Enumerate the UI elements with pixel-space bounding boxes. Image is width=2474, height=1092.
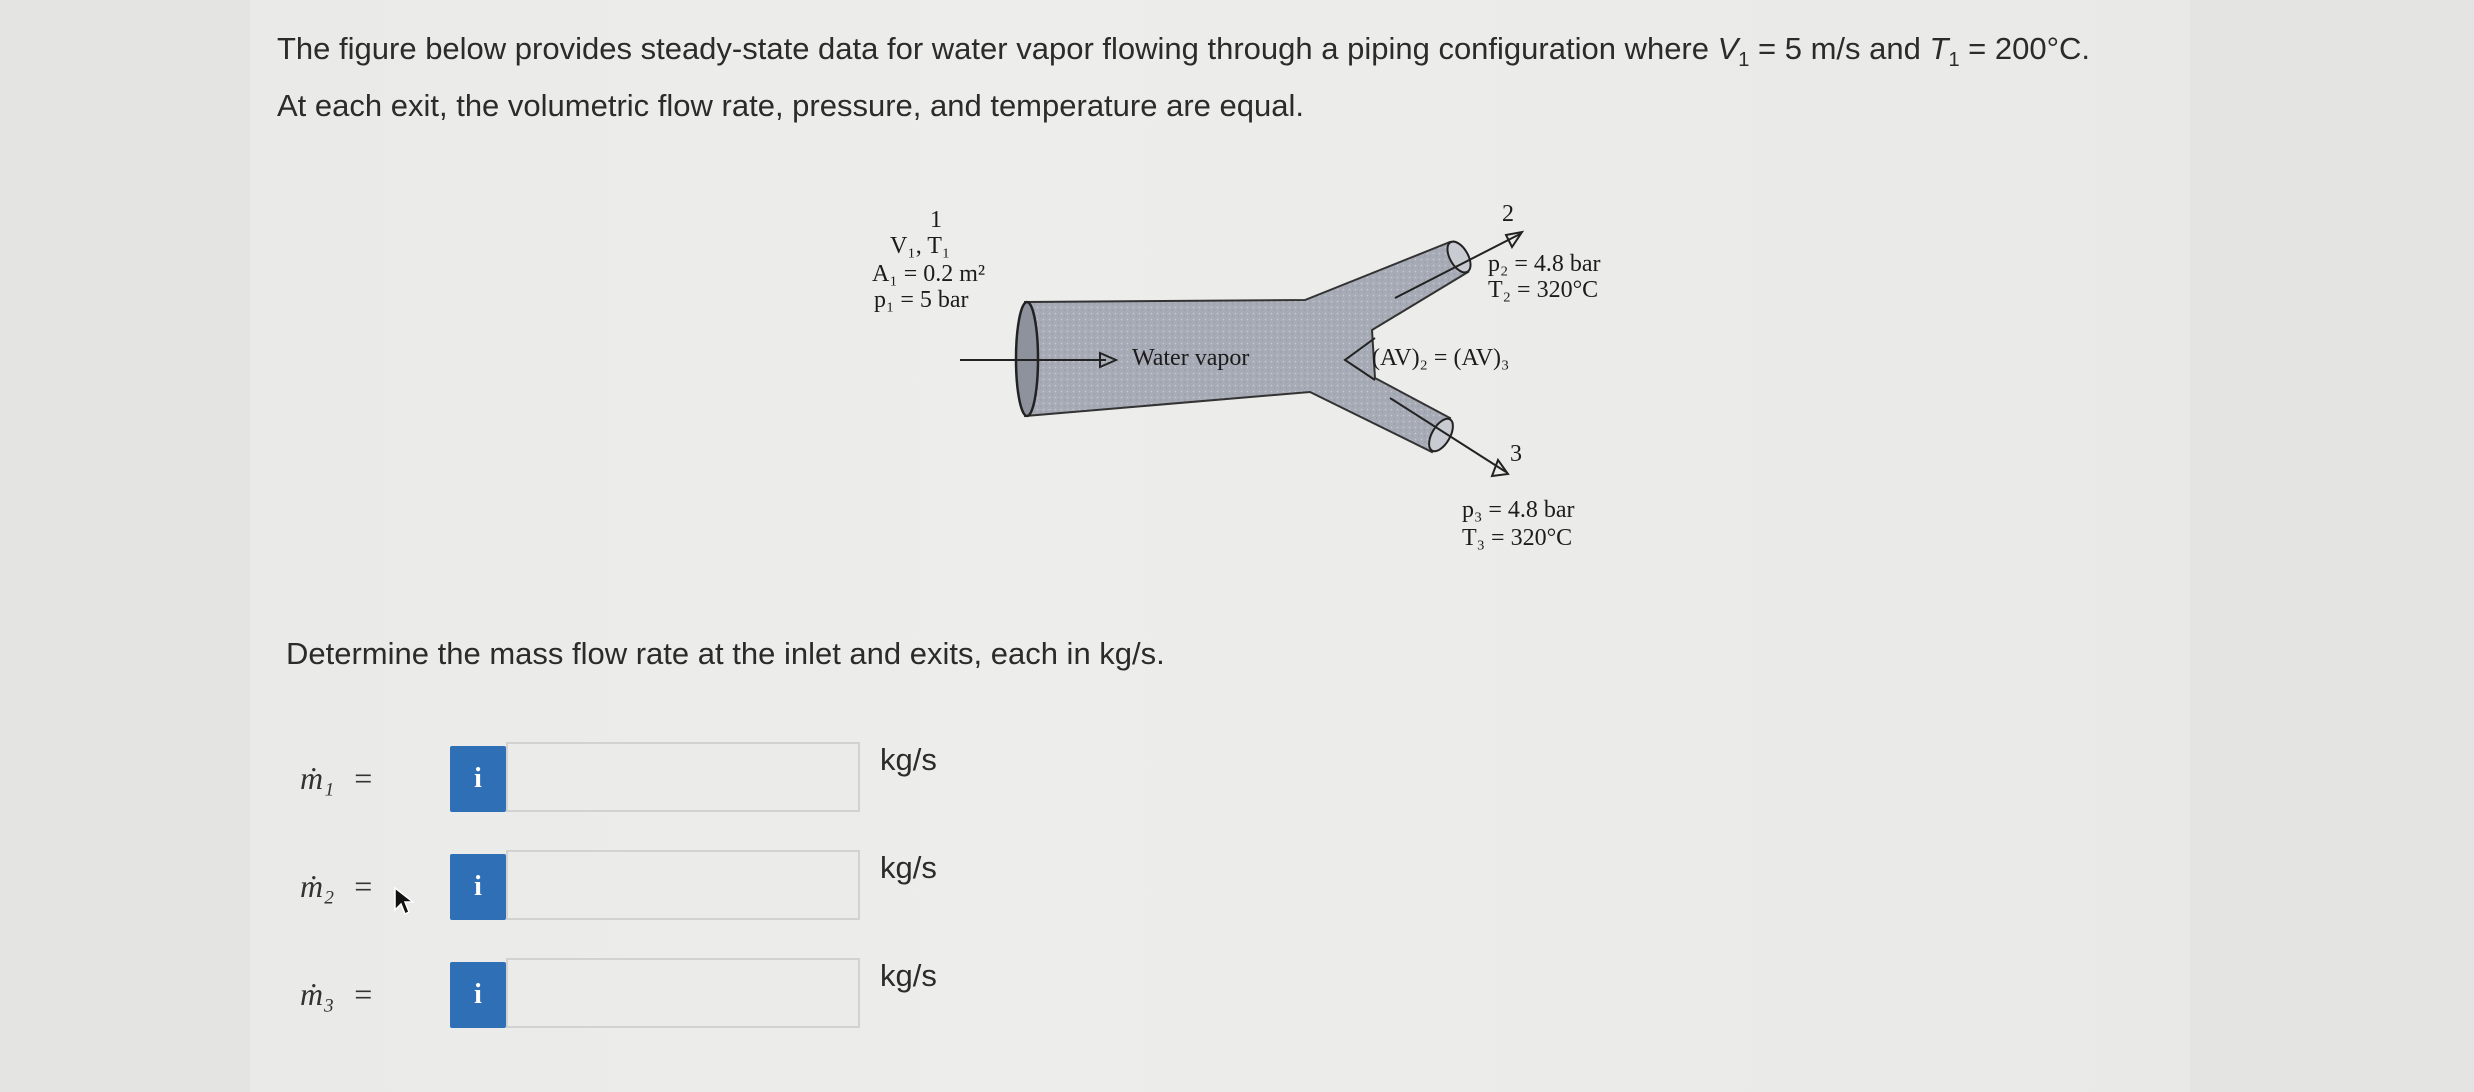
- v1-subscript: 1: [1738, 49, 1750, 72]
- v1-symbol: V: [1717, 31, 1739, 66]
- water-vapor-label: Water vapor: [1132, 345, 1250, 371]
- exit2-pressure-label: p₂ = 4.8 bar: [1488, 251, 1601, 277]
- m2-equals: =: [354, 868, 373, 904]
- exit2-number-label: 2: [1502, 201, 1514, 227]
- m1-answer-input[interactable]: [506, 742, 860, 812]
- problem-text-start: The figure below provides steady-state data for water vapor flowing through a piping configuration where: [277, 31, 1718, 66]
- piping-figure: [820, 180, 1640, 580]
- m1-symbol: ṁ₁: [300, 760, 335, 796]
- inlet-number-label: 1: [930, 207, 942, 233]
- exit3-pressure-label: p₃ = 4.8 bar: [1462, 497, 1575, 523]
- t1-value: = 200°C.: [1959, 31, 2091, 66]
- answer-row-m1: [300, 742, 1000, 822]
- m1-unit-label: kg/s: [880, 742, 937, 777]
- m2-answer-input[interactable]: [506, 850, 860, 920]
- m1-equals: =: [354, 760, 373, 796]
- question-text: Determine the mass flow rate at the inlet and exits, each in kg/s.: [286, 636, 1165, 671]
- info-icon[interactable]: i: [450, 962, 506, 1028]
- m3-label: [300, 976, 372, 1013]
- m1-label: [300, 760, 372, 797]
- inlet-vt-label: V₁, T₁: [890, 233, 951, 259]
- m3-unit-label: kg/s: [880, 958, 937, 993]
- answer-row-m3: [300, 958, 1000, 1038]
- exit2-temperature-label: T₂ = 320°C: [1488, 277, 1599, 303]
- m2-label: [300, 868, 372, 905]
- t1-subscript: 1: [1948, 49, 1960, 72]
- problem-line-2: At each exit, the volumetric flow rate, pressure, and temperature are equal.: [277, 88, 1304, 124]
- m3-symbol: ṁ₃: [300, 976, 335, 1012]
- m2-symbol: ṁ₂: [300, 868, 335, 904]
- m3-answer-input[interactable]: [506, 958, 860, 1028]
- inlet-area-label: A₁ = 0.2 m²: [872, 261, 986, 287]
- t1-symbol: T: [1929, 31, 1949, 66]
- info-icon[interactable]: i: [450, 746, 506, 812]
- m3-equals: =: [354, 976, 373, 1012]
- inlet-pressure-label: p₁ = 5 bar: [874, 287, 969, 313]
- m2-unit-label: kg/s: [880, 850, 937, 885]
- problem-statement: [277, 26, 2227, 129]
- mouse-cursor-icon: [393, 886, 417, 916]
- exit3-number-label: 3: [1510, 441, 1522, 467]
- info-icon[interactable]: i: [450, 854, 506, 920]
- v1-value: = 5 m/s and: [1749, 31, 1930, 66]
- exit3-temperature-label: T₃ = 320°C: [1462, 525, 1573, 551]
- av-equality-label: (AV)₂ = (AV)₃: [1372, 345, 1510, 371]
- problem-line-1: [277, 26, 2227, 83]
